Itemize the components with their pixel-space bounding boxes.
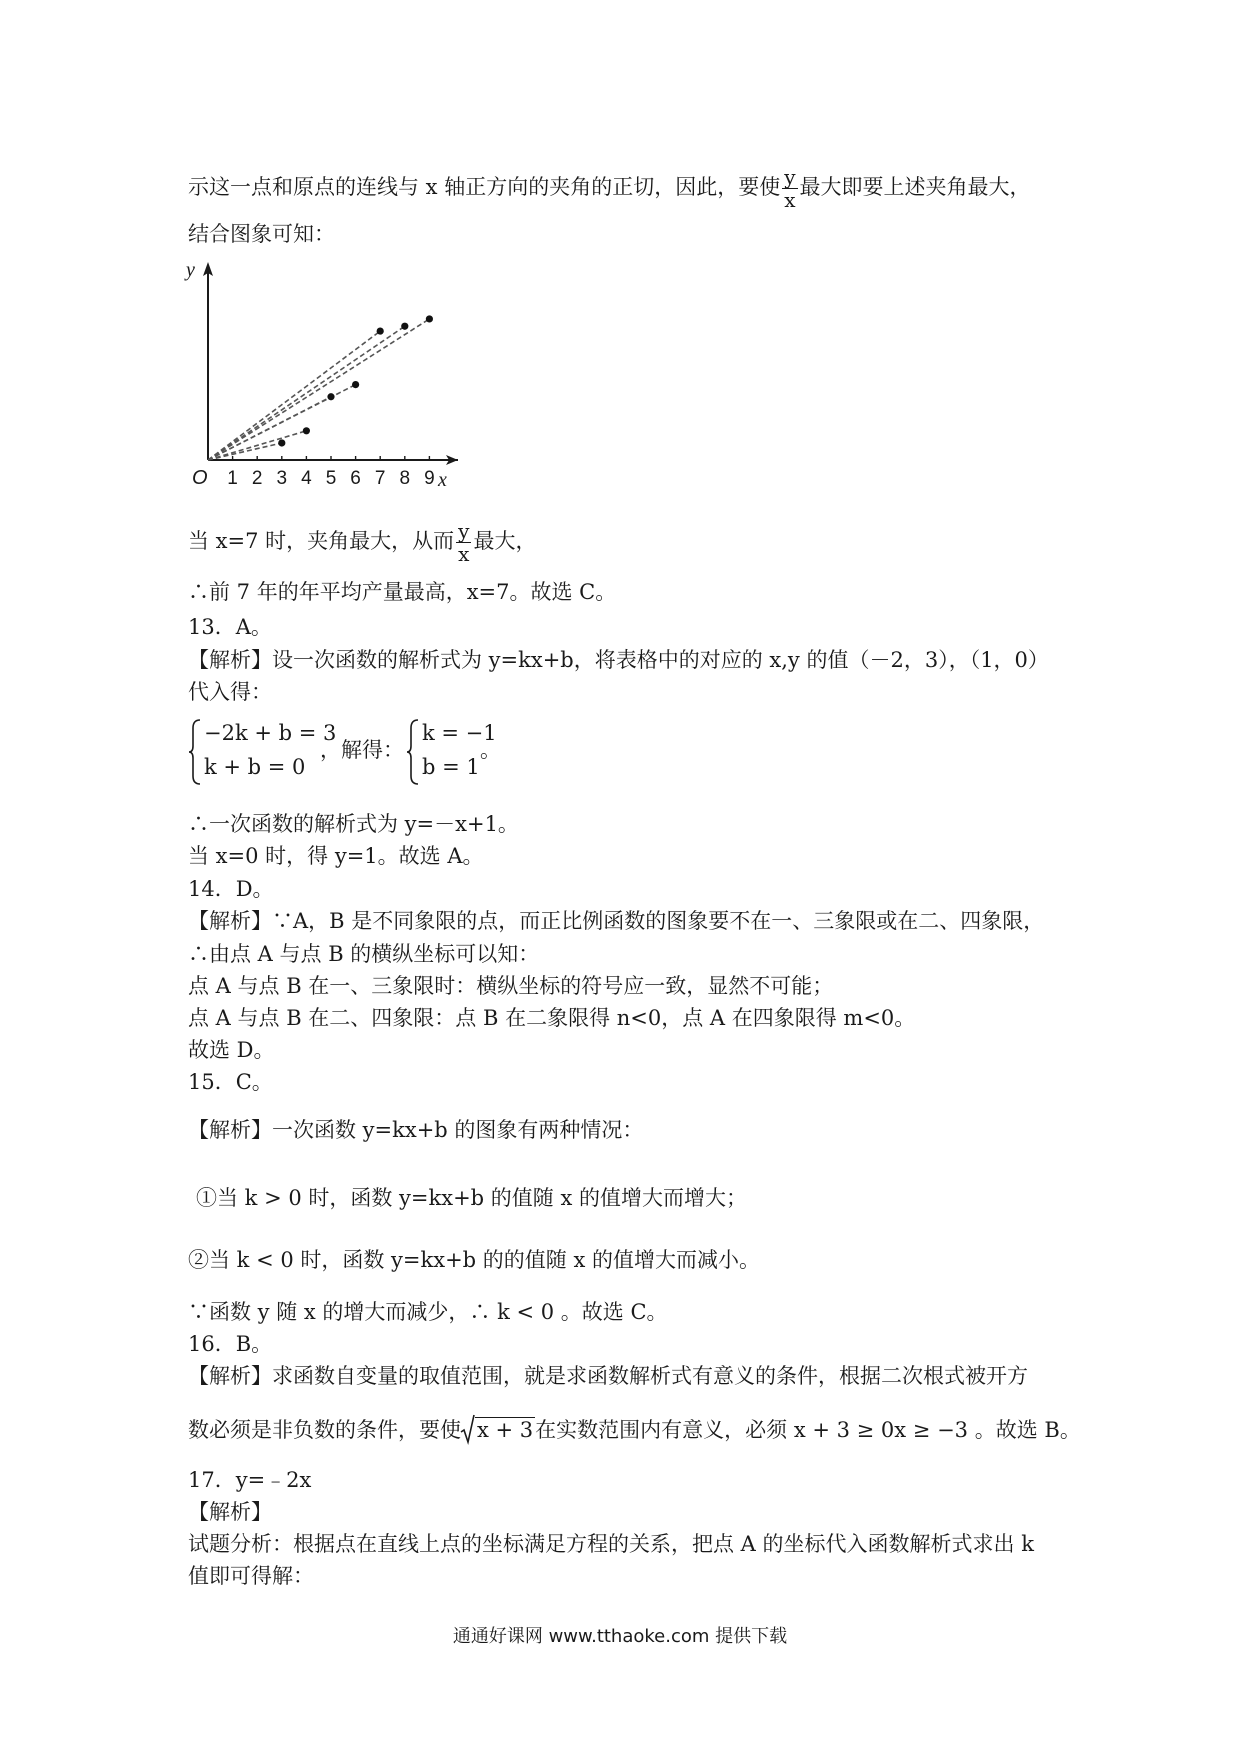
x-tick-label-1: 1 [227,468,238,489]
text-line-13: 点 A 与点 B 在一、三象限时：横纵坐标的符号应一致，显然不可能； [188,974,834,998]
left-brace-icon [188,718,202,786]
fraction-y-over-x-2: $\frac{y}{x}$ [458,519,470,566]
text-line-15: 故选 D。 [188,1038,275,1062]
x-tick-label-3: 3 [276,468,288,489]
x-axis-label: x [438,469,447,491]
x-tick-label-8: 8 [399,468,411,489]
origin-line-2 [208,431,306,460]
text-line-18: ①当 k > 0 时，函数 y=kx+b 的值随 x 的值增大而增大； [196,1186,747,1210]
data-point-3 [327,393,334,400]
text-line-14: 点 A 与点 B 在二、四象限：点 B 在二象限得 n<0，点 A 在四象限得 m<0。 [188,1006,916,1030]
text-line-3: 当 x=7 时，夹角最大，从而 $\frac{y}{x}$ 最大， [188,519,537,566]
text-line-7: 代入得： [188,680,272,704]
x-tick-label-2: 2 [251,468,263,489]
footer-credit: 通通好课网 www.tthaoke.com 提供下载 [452,1626,788,1647]
text-line-8: ∴一次函数的解析式为 y=－x+1。 [188,812,519,836]
data-point-6 [401,323,408,330]
sqrt-icon [461,1414,475,1444]
data-point-1 [278,439,285,446]
text-line-11: 【解析】∵A，B 是不同象限的点，而正比例函数的图象要不在一、三象限或在二、四象限， [188,909,1045,933]
origin-line-6 [208,326,405,460]
text-line-12: ∴由点 A 与点 B 的横纵坐标可以知： [188,942,540,966]
fraction-y-over-x: $\frac{y}{x}$ [784,165,796,212]
text-line-4: ∴前 7 年的年平均产量最高，x=7。故选 C。 [188,580,617,604]
text-line-6: 【解析】设一次函数的解析式为 y=kx+b，将表格中的对应的 x,y 的值（－2，3），（1，0） [188,648,1049,672]
text-line-1: 示这一点和原点的连线与 x 轴正方向的夹角的正切，因此，要使 $\frac{y}{x}$ 最大即要上述夹角最大， [188,165,1031,212]
text-line-17: 【解析】一次函数 y=kx+b 的图象有两种情况： [188,1118,644,1142]
x-tick-label-5: 5 [325,468,337,489]
sqrt-expression: x + 3 [461,1416,535,1444]
answer-15: 15．C。 [188,1070,273,1094]
text-line-19: ②当 k < 0 时，函数 y=kx+b 的的值随 x 的值增大而减小。 [188,1248,760,1272]
data-point-7 [426,315,433,322]
y-axis-label: y [186,259,195,281]
origin-line-5 [208,331,380,460]
data-point-4 [352,381,359,388]
answer-16: 16．B。 [188,1332,273,1356]
text-line-25: 【解析】 [188,1500,272,1524]
answer-17: 17．y=﹣2x [188,1468,312,1492]
answer-14: 14．D。 [188,877,274,901]
text-line-22: 【解析】求函数自变量的取值范围，就是求函数解析式有意义的条件，根据二次根式被开方 [188,1364,1028,1388]
x-tick-label-9: 9 [424,468,435,489]
scatter-graph [186,259,520,492]
text-line-26: 试题分析：根据点在直线上点的坐标满足方程的关系，把点 A 的坐标代入函数解析式求出 k [188,1532,1034,1556]
origin-label: O [192,467,208,489]
text-line-20: ∵函数 y 随 x 的增大而减少，∴ k < 0 。故选 C。 [188,1300,668,1324]
left-brace-icon-2 [406,718,420,786]
x-tick-label-4: 4 [301,468,312,489]
x-tick-label-7: 7 [374,468,386,489]
data-point-2 [303,427,310,434]
data-point-5 [377,327,384,334]
text-line-23: 数必须是非负数的条件，要使 x + 3在实数范围内有意义，必须 x + 3 ≥ 0x ≥ −3 。故选 B。 [188,1416,1081,1444]
x-tick-label-6: 6 [350,468,361,489]
text-line-2: 结合图象可知： [188,222,335,246]
text-line-27: 值即可得解： [188,1564,314,1588]
origin-line-7 [208,319,429,460]
answer-13: 13．A。 [188,615,272,639]
text-line-9: 当 x=0 时，得 y=1。故选 A。 [188,844,484,868]
